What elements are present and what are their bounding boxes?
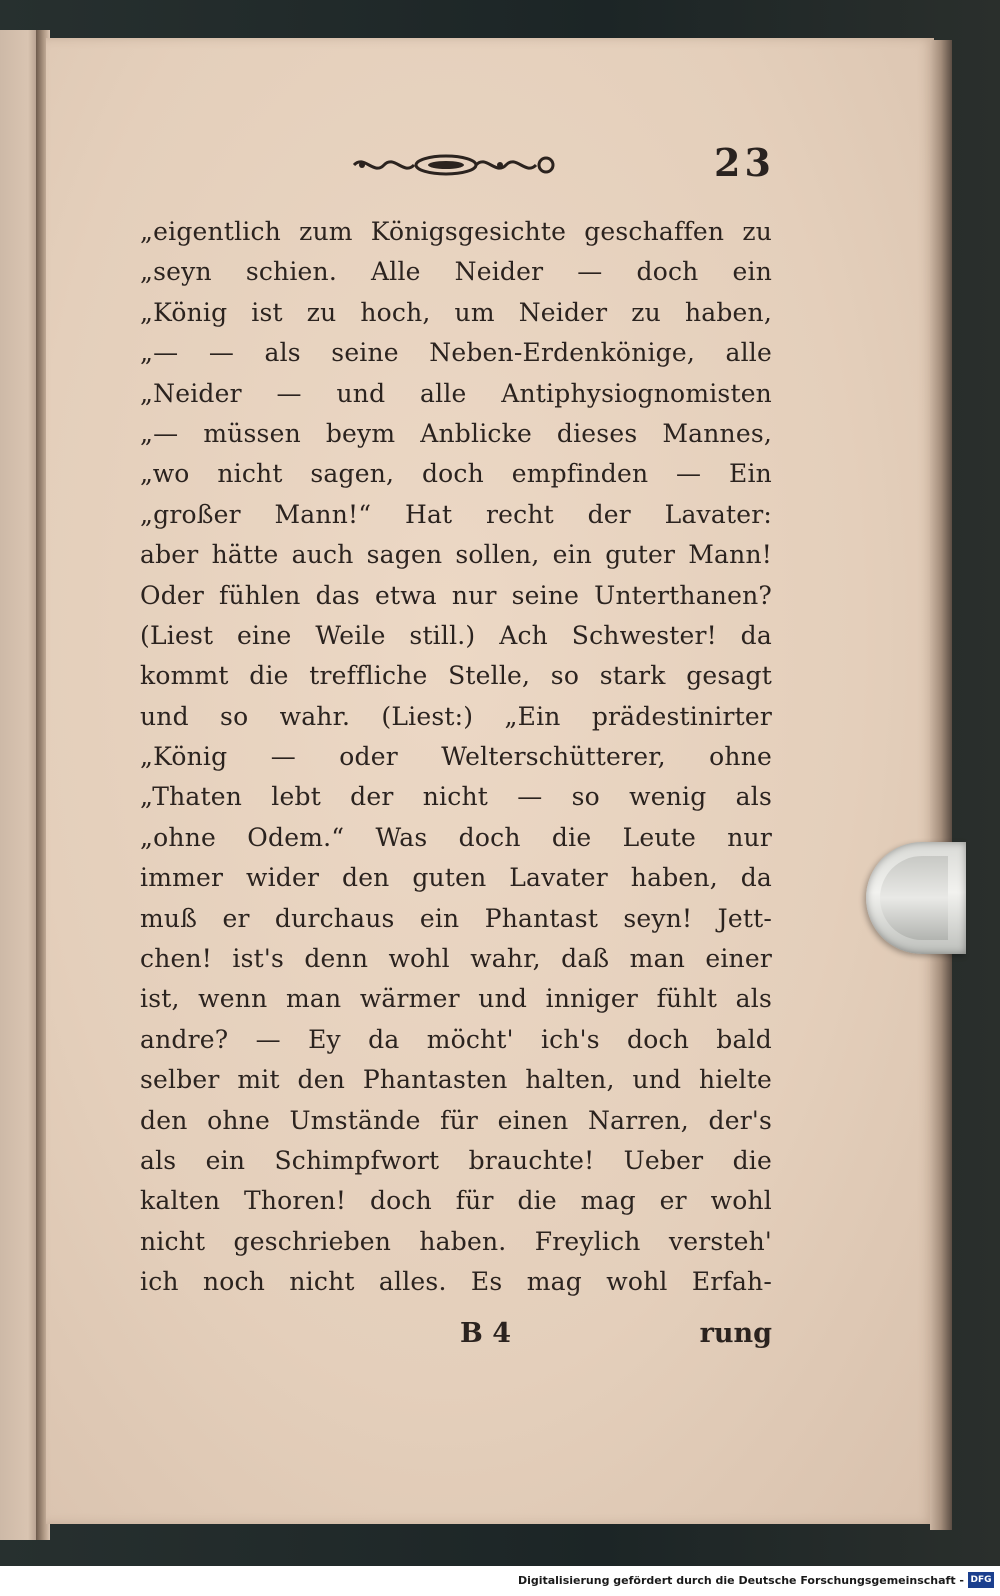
text-line: „wo nicht sagen, doch empfinden — Ein xyxy=(140,459,772,489)
text-line: kalten Thoren! doch für die mag er wohl xyxy=(140,1186,772,1216)
text-line: „König ist zu hoch, um Neider zu haben, xyxy=(140,297,772,327)
text-line: „Thaten lebt der nicht — so wenig als xyxy=(140,782,772,812)
left-page-edge xyxy=(0,30,40,1540)
text-line: ist, wenn man wärmer und inniger fühlt als xyxy=(140,984,772,1014)
text-line: „König — oder Welterschütterer, ohne xyxy=(140,742,772,772)
signature-mark: B 4 xyxy=(460,1318,512,1349)
page-stack-edge xyxy=(930,40,952,1530)
text-line: „großer Mann!“ Hat recht der Lavater: xyxy=(140,499,772,529)
text-line: immer wider den guten Lavater haben, da xyxy=(140,863,772,893)
text-line: den ohne Umstände für einen Narren, der's xyxy=(140,1105,772,1135)
page-clip xyxy=(866,842,966,954)
text-line: „ohne Odem.“ Was doch die Leute nur xyxy=(140,822,772,852)
catchword: rung xyxy=(699,1318,772,1349)
text-line: andre? — Ey da möcht' ich's doch bald xyxy=(140,1024,772,1054)
text-line: chen! ist's denn wohl wahr, daß man einer xyxy=(140,944,772,974)
text-line: „eigentlich zum Königsgesichte geschaffen zu xyxy=(140,217,772,246)
text-line: selber mit den Phantasten halten, und hielte xyxy=(140,1065,772,1095)
text-line: kommt die treffliche Stelle, so stark gesagt xyxy=(140,661,772,691)
printer-ornament-icon xyxy=(350,150,560,180)
page-clip-inner xyxy=(880,856,948,940)
text-line: „— — als seine Neben-Erdenkönige, alle xyxy=(140,338,772,368)
digitization-credit: Digitalisierung gefördert durch die Deutsche Forschungsgemeinschaft - xyxy=(517,1574,964,1587)
text-line: „— müssen beym Anblicke dieses Mannes, xyxy=(140,418,772,448)
text-line: und so wahr. (Liest:) „Ein prädestinirter xyxy=(140,701,772,731)
text-line: „seyn schien. Alle Neider — doch ein xyxy=(140,257,772,287)
text-line: als ein Schimpfwort brauchte! Ueber die xyxy=(140,1145,772,1175)
text-line: muß er durchaus ein Phantast seyn! Jett- xyxy=(140,903,772,933)
text-line: (Liest eine Weile still.) Ach Schwester! da xyxy=(140,620,772,650)
text-line: „Neider — und alle Antiphysiognomisten xyxy=(140,378,772,408)
dfg-logo-icon: DFG xyxy=(968,1572,994,1588)
text-line: Oder fühlen das etwa nur seine Unterthanen? xyxy=(140,580,772,610)
text-line: nicht geschrieben haben. Freylich versteh' xyxy=(140,1226,772,1256)
page-number: 23 xyxy=(714,140,775,185)
body-text xyxy=(140,212,772,1303)
page-footer xyxy=(140,1318,772,1362)
text-line: aber hätte auch sagen sollen, ein guter Mann! xyxy=(140,540,772,570)
text-line: ich noch nicht alles. Es mag wohl Erfah- xyxy=(140,1267,772,1297)
